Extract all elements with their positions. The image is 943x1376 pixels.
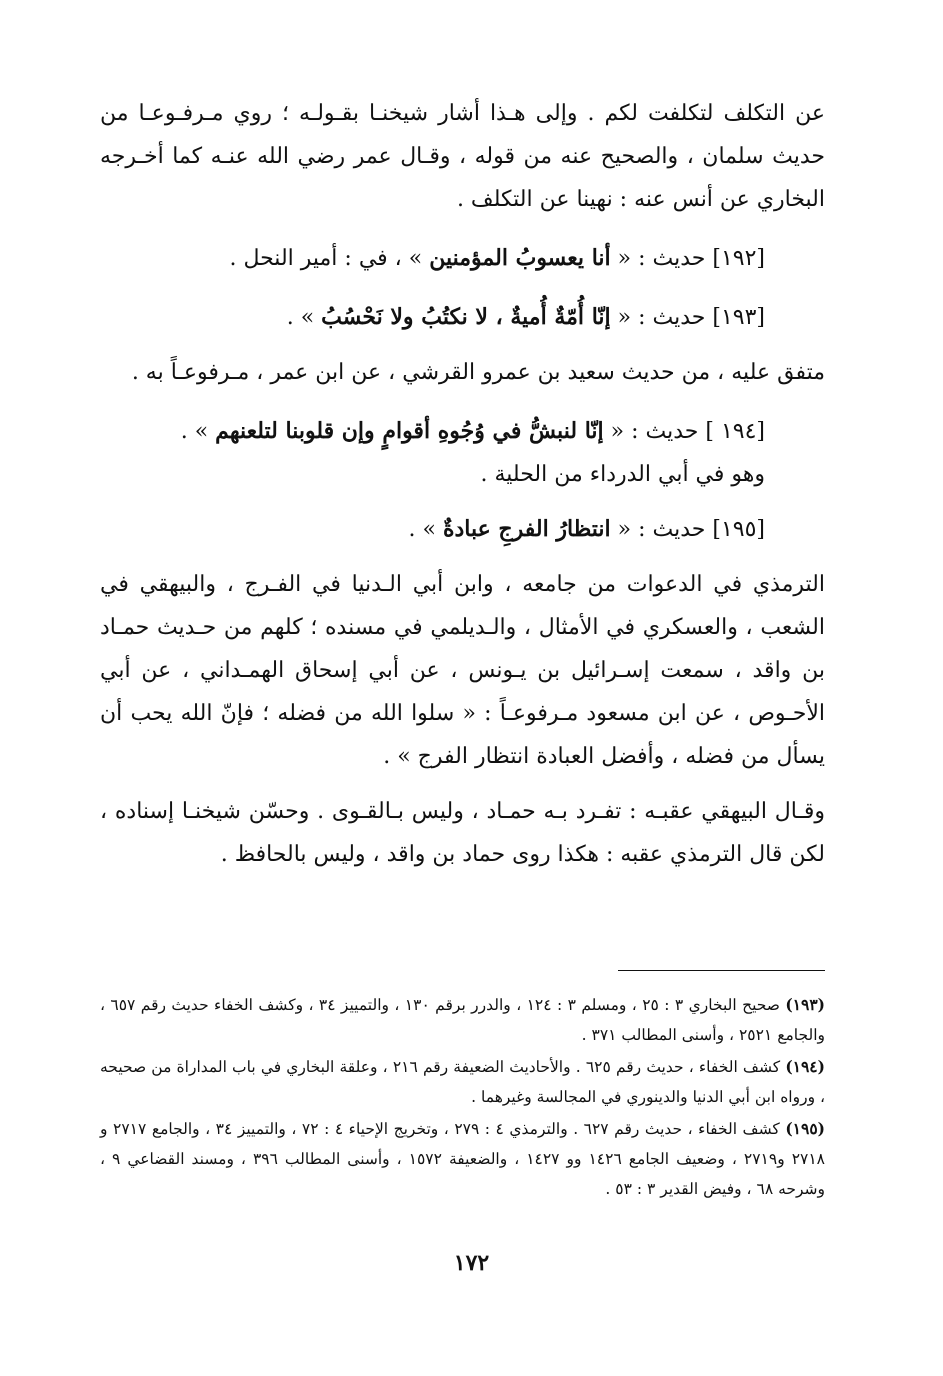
hadith-195-text: انتظارُ الفرجِ عبادةٌ — [442, 516, 611, 542]
hadith-195 — [100, 508, 825, 551]
footnote-193 — [100, 990, 825, 1050]
paragraph-4: الترمذي في الدعوات من جامعه ، وابن أبي الـدنيا في الفـرج ، والبيهقي في الشعب ، والعسكري في الأمثال ، والـديلمي في مسنده ؛ كلهم من حـديث حمـاد بن واقد ، سمعت إسـرائيل بن يـونس ، عن أبي إسحاق الهمـداني ، عن أبي الأحـوص ، عن ابن مسعود مـرفوعـاً : « سلوا الله من فضله ؛ فإنّ الله يحب أن يسأل من فضله ، وأفضل العبادة انتظار الفرج » . — [100, 572, 825, 769]
hadith-192-prefix: [١٩٢] حديث : « — [617, 246, 765, 271]
hadith-192 — [100, 237, 825, 280]
footnote-text: كشف الخفاء ، حديث رقم ٦٢٥ . والأحاديث الضعيفة رقم ٢١٦ ، وعلقة البخاري في باب المداراة من صحيحه ، ورواه ابن أبي الدنيا والدينوري في المجالسة وغيرهما . — [100, 1058, 825, 1106]
hadith-194-suffix: » . — [180, 419, 209, 444]
paragraph-2: متفق عليه ، من حديث سعيد بن عمرو القرشي ، عن ابن عمر ، مـرفوعـاً به . — [131, 360, 825, 385]
paragraph-5: وقـال البيهقي عقبـه : تفـرد بـه حمـاد ، وليس بـالقـوى . وحسّن شيخنـا إسناده ، لكن قال الترمذي عقبه : هكذا روى حماد بن واقد ، وليس بالحافظ . — [100, 799, 825, 867]
footnote-text: صحيح البخاري ٣ : ٢٥ ، ومسلم ٣ : ١٢٤ ، والدرر برقم ١٣٠ ، والتمييز ٣٤ ، وكشف الخفاء حديث رقم ٦٥٧ ، والجامع ٢٥٢١ ، وأسنى المطالب ٣٧١ . — [100, 996, 825, 1044]
main-text — [100, 92, 825, 876]
hadith-194-text: إنّا لنبشُّ في وُجُوهِ أقوامٍ وإن قلوبنا لتلعنهم — [215, 418, 604, 444]
footnote-194 — [100, 1052, 825, 1112]
paragraph-3: وهو في أبي الدرداء من الحلية . — [480, 462, 765, 487]
hadith-193-text: إنّا أُمّةٌ أُميةٌ ، لا نكتُبُ ولا نَحْسُبُ — [321, 304, 611, 330]
hadith-195-prefix: [١٩٥] حديث : « — [617, 517, 765, 542]
hadith-193-suffix: » . — [286, 305, 315, 330]
hadith-194-prefix: [١٩٤ ] حديث : « — [610, 419, 765, 444]
footnote-number: (١٩٣) — [785, 995, 825, 1014]
hadith-192-text: أنا يعسوبُ المؤمنين — [429, 245, 611, 271]
footnote-195 — [100, 1114, 825, 1204]
page-number: ١٧٢ — [453, 1250, 490, 1276]
paragraph-1: عن التكلف لتكلفت لكم . وإلى هـذا أشار شيخنـا بقـولـه ؛ روي مـرفـوعـا من حديث سلمان ، والصحيح عنه من قوله ، وقـال عمر رضي الله عنـه كما أخـرجه البخاري عن أنس عنه : نهينا عن التكلف . — [100, 101, 825, 212]
footnote-divider — [618, 970, 825, 971]
hadith-192-suffix: » ، في : أمير النحل . — [229, 246, 423, 271]
footnote-text: كشف الخفاء ، حديث رقم ٦٢٧ . والترمذي ٤ : ٢٧٩ ، وتخريج الإحياء ٤ : ٧٢ ، والتمييز ٣٤ ، والجامع ٢٧١٧ و ٢٧١٨ و٢٧١٩ ، وضعيف الجامع ١٤٢٦ وو ١٤٢٧ ، والضعيفة ١٥٧٢ ، وأسنى المطالب ٣٩٦ ، ومسند القضاعي ٩ ، وشرحه ٦٨ ، وفيض القدير ٣ : ٥٣ . — [100, 1120, 826, 1198]
footnote-number: (١٩٥) — [785, 1119, 825, 1138]
hadith-193 — [100, 296, 825, 339]
hadith-194 — [100, 410, 825, 453]
footnotes — [100, 990, 825, 1206]
hadith-195-suffix: » . — [408, 517, 436, 542]
footnote-number: (١٩٤) — [785, 1057, 825, 1076]
hadith-193-prefix: [١٩٣] حديث : « — [617, 305, 765, 330]
